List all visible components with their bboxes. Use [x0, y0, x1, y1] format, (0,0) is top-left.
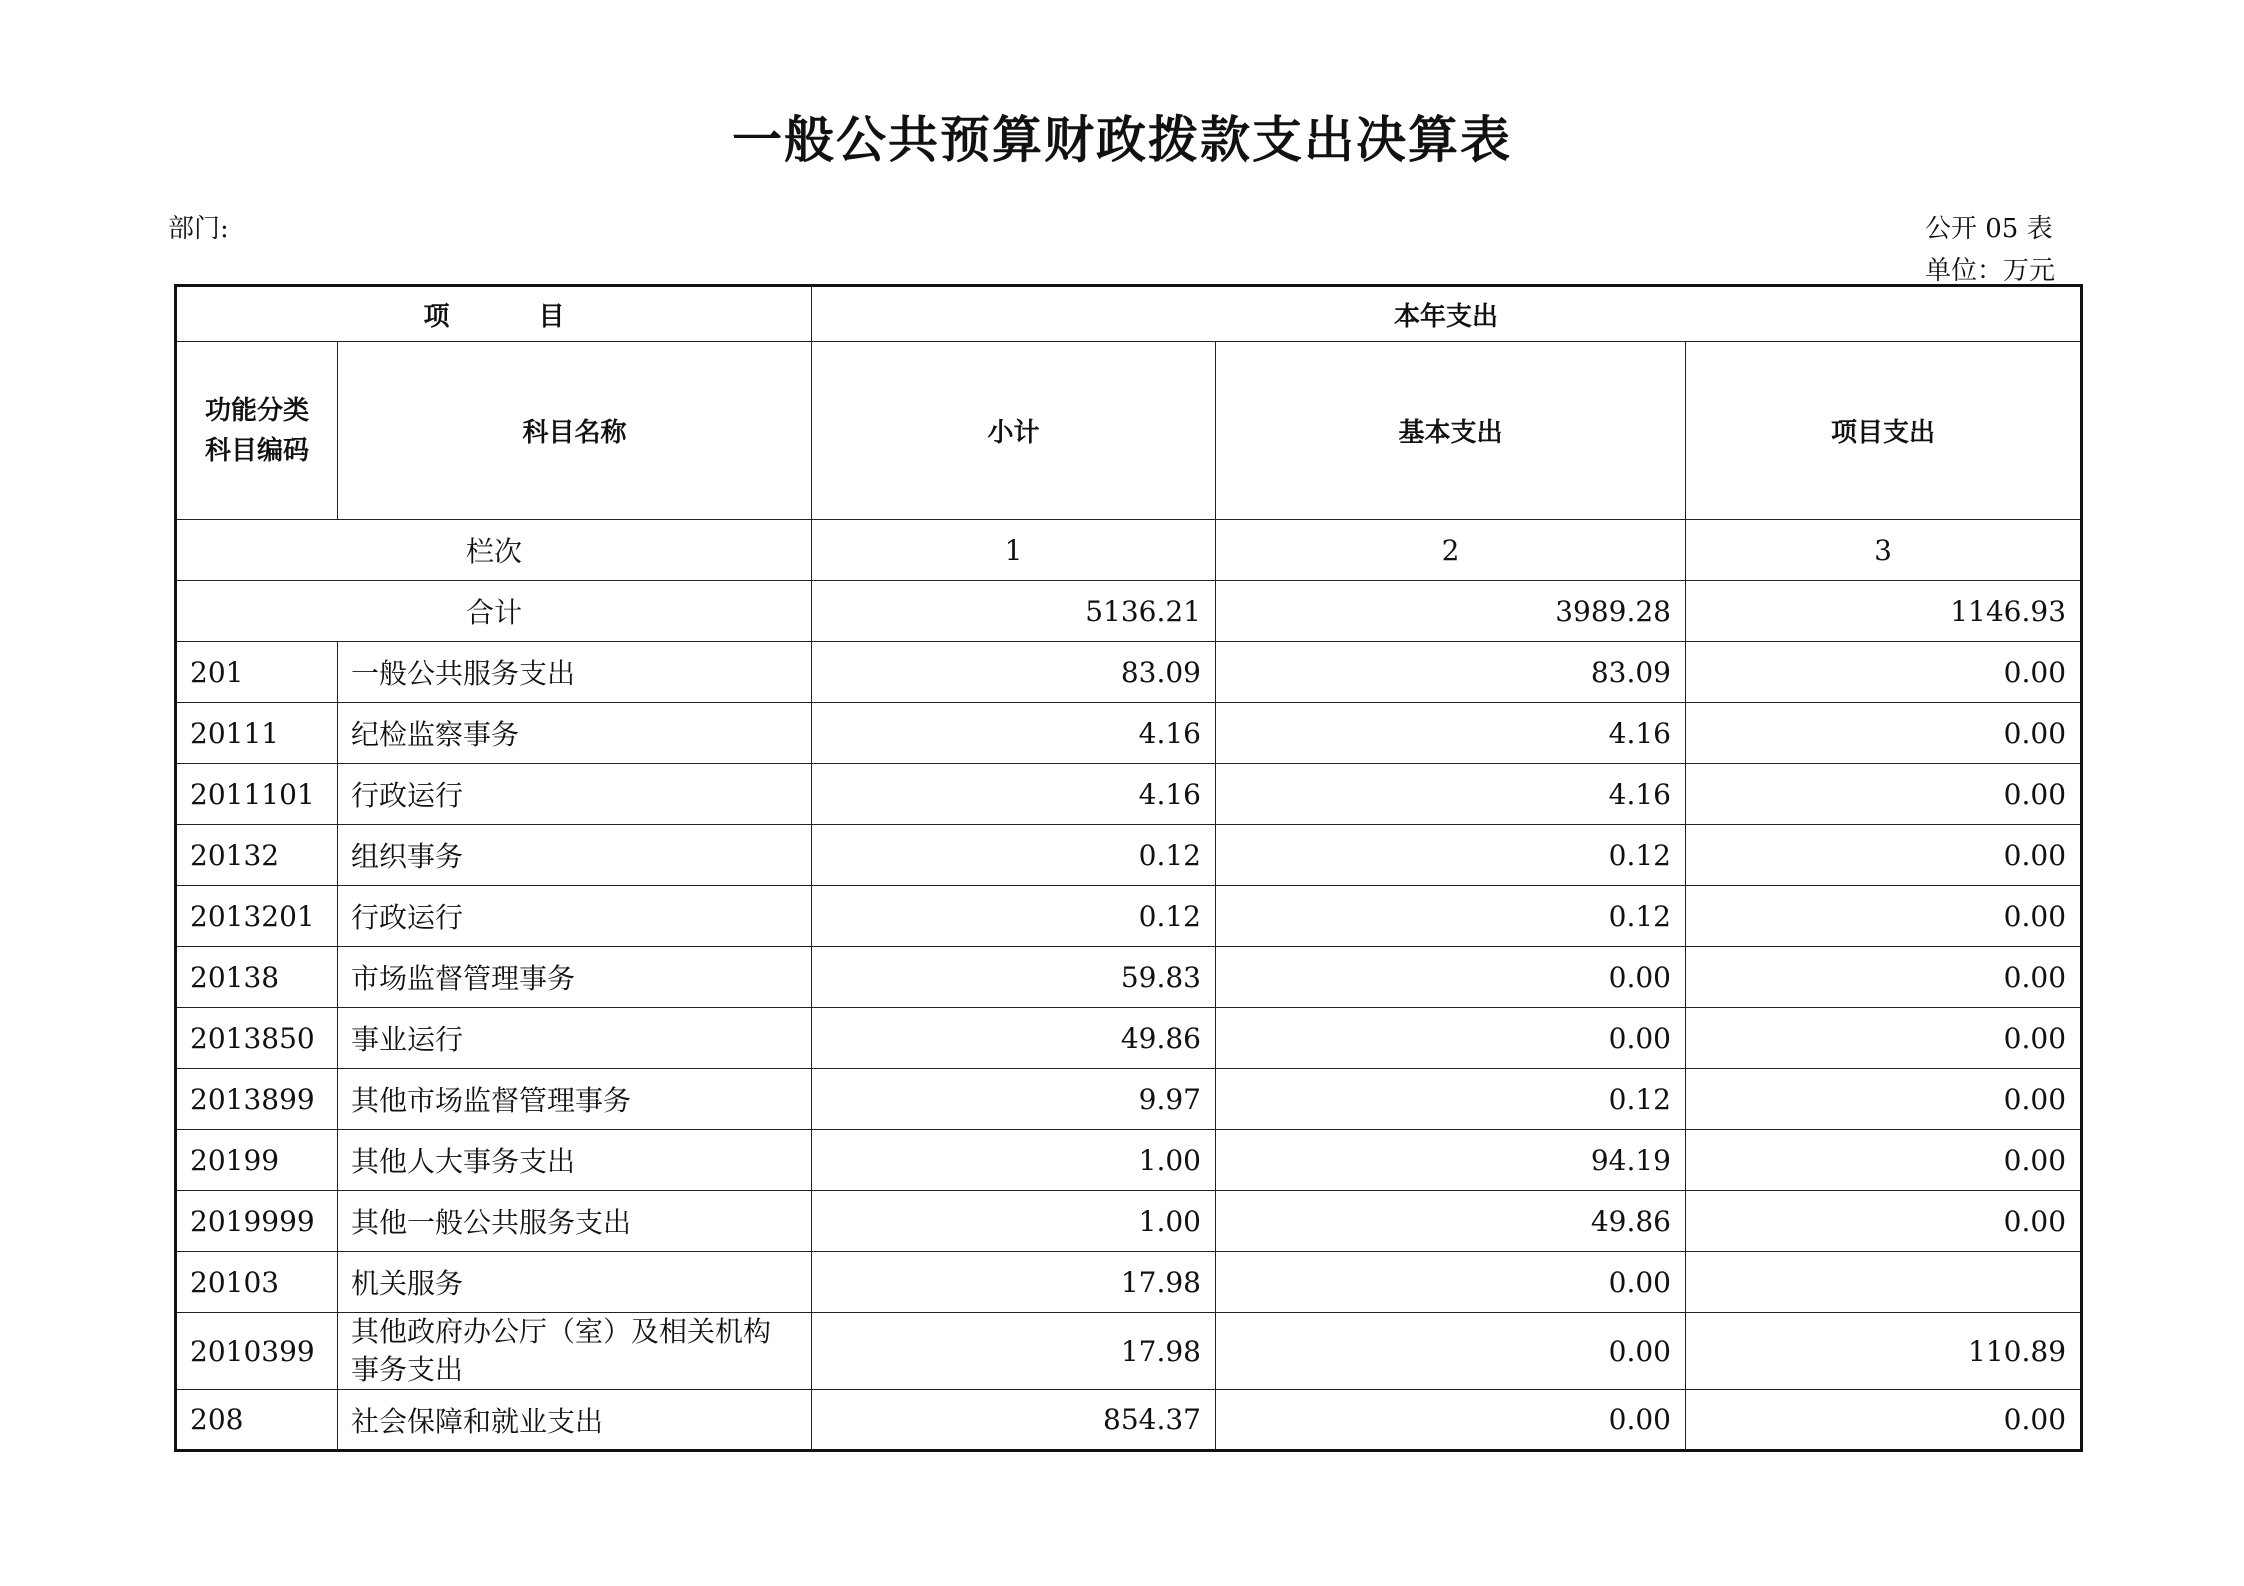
row-code: 2013201: [176, 886, 338, 947]
row-basic: 0.00: [1216, 1313, 1686, 1390]
total-basic: 3989.28: [1216, 581, 1686, 642]
row-code: 201: [176, 642, 338, 703]
total-label: 合计: [176, 581, 812, 642]
header-code: 功能分类 科目编码: [176, 342, 338, 520]
row-code: 2013899: [176, 1069, 338, 1130]
row-code: 2010399: [176, 1313, 338, 1390]
row-code: 2011101: [176, 764, 338, 825]
row-subtotal: 9.97: [812, 1069, 1216, 1130]
table-row: [176, 947, 2082, 1008]
row-subtotal: 1.00: [812, 1130, 1216, 1191]
row-basic: 0.00: [1216, 1252, 1686, 1313]
row-basic: 0.12: [1216, 886, 1686, 947]
row-basic: 83.09: [1216, 642, 1686, 703]
table-row: [176, 1130, 2082, 1191]
table-row: [176, 1069, 2082, 1130]
header-project-expense: 项目支出: [1686, 342, 2082, 520]
row-basic: 0.00: [1216, 947, 1686, 1008]
row-project: 0.00: [1686, 1390, 2082, 1451]
row-name: 其他市场监督管理事务: [338, 1069, 812, 1130]
header-subtotal: 小计: [812, 342, 1216, 520]
row-project: [1686, 1252, 2082, 1313]
row-basic: 0.00: [1216, 1390, 1686, 1451]
header-current-year: 本年支出: [812, 286, 2082, 342]
table-row: [176, 764, 2082, 825]
table-row: [176, 703, 2082, 764]
row-project: 0.00: [1686, 1130, 2082, 1191]
table-row: [176, 1008, 2082, 1069]
row-basic: 0.00: [1216, 1008, 1686, 1069]
total-subtotal: 5136.21: [812, 581, 1216, 642]
header-project: 项 目: [176, 286, 812, 342]
table-row: [176, 1390, 2082, 1451]
row-subtotal: 854.37: [812, 1390, 1216, 1451]
row-code: 2013850: [176, 1008, 338, 1069]
row-subtotal: 83.09: [812, 642, 1216, 703]
row-code: 20132: [176, 825, 338, 886]
row-name: 事业运行: [338, 1008, 812, 1069]
row-name: 社会保障和就业支出: [338, 1390, 812, 1451]
row-project: 0.00: [1686, 947, 2082, 1008]
row-name: 其他人大事务支出: [338, 1130, 812, 1191]
row-basic: 4.16: [1216, 703, 1686, 764]
row-project: 0.00: [1686, 886, 2082, 947]
row-basic: 49.86: [1216, 1191, 1686, 1252]
document-title: 一般公共预算财政拨款支出决算表: [732, 111, 1512, 169]
row-project: 0.00: [1686, 764, 2082, 825]
row-name: 其他一般公共服务支出: [338, 1191, 812, 1252]
row-name: 其他政府办公厅（室）及相关机构事务支出: [338, 1313, 812, 1390]
row-subtotal: 0.12: [812, 825, 1216, 886]
row-code: 20103: [176, 1252, 338, 1313]
unit-label: 单位：万元: [1925, 256, 2056, 286]
total-project: 1146.93: [1686, 581, 2082, 642]
header-row-top: [176, 286, 2082, 342]
row-code: 20138: [176, 947, 338, 1008]
budget-table: [174, 284, 2083, 1452]
row-name: 市场监督管理事务: [338, 947, 812, 1008]
department-label: 部门:: [168, 214, 229, 244]
row-project: 0.00: [1686, 825, 2082, 886]
row-name: 纪检监察事务: [338, 703, 812, 764]
row-code: 208: [176, 1390, 338, 1451]
row-basic: 0.12: [1216, 825, 1686, 886]
table-row: [176, 886, 2082, 947]
row-name: 行政运行: [338, 764, 812, 825]
row-name: 组织事务: [338, 825, 812, 886]
total-row: [176, 581, 2082, 642]
row-basic: 0.12: [1216, 1069, 1686, 1130]
row-project: 0.00: [1686, 1069, 2082, 1130]
row-basic: 4.16: [1216, 764, 1686, 825]
row-subtotal: 4.16: [812, 703, 1216, 764]
row-subtotal: 4.16: [812, 764, 1216, 825]
header-row-columns: [176, 342, 2082, 520]
table-row: [176, 1191, 2082, 1252]
row-subtotal: 17.98: [812, 1313, 1216, 1390]
header-name: 科目名称: [338, 342, 812, 520]
row-name: 机关服务: [338, 1252, 812, 1313]
row-code: 20199: [176, 1130, 338, 1191]
row-project: 0.00: [1686, 1008, 2082, 1069]
column-index-label: 栏次: [176, 520, 812, 581]
row-name: 一般公共服务支出: [338, 642, 812, 703]
table-row: [176, 1313, 2082, 1390]
row-code: 20111: [176, 703, 338, 764]
row-project: 0.00: [1686, 642, 2082, 703]
row-subtotal: 17.98: [812, 1252, 1216, 1313]
row-name: 行政运行: [338, 886, 812, 947]
table-row: [176, 642, 2082, 703]
column-index-row: [176, 520, 2082, 581]
table-row: [176, 1252, 2082, 1313]
row-subtotal: 59.83: [812, 947, 1216, 1008]
header-basic: 基本支出: [1216, 342, 1686, 520]
row-project: 0.00: [1686, 1191, 2082, 1252]
form-number: 公开 05 表: [1925, 214, 2053, 244]
row-project: 0.00: [1686, 703, 2082, 764]
row-basic: 94.19: [1216, 1130, 1686, 1191]
column-index-1: 1: [812, 520, 1216, 581]
row-subtotal: 49.86: [812, 1008, 1216, 1069]
row-project: 110.89: [1686, 1313, 2082, 1390]
row-subtotal: 0.12: [812, 886, 1216, 947]
column-index-2: 2: [1216, 520, 1686, 581]
column-index-3: 3: [1686, 520, 2082, 581]
row-code: 2019999: [176, 1191, 338, 1252]
table-row: [176, 825, 2082, 886]
row-subtotal: 1.00: [812, 1191, 1216, 1252]
